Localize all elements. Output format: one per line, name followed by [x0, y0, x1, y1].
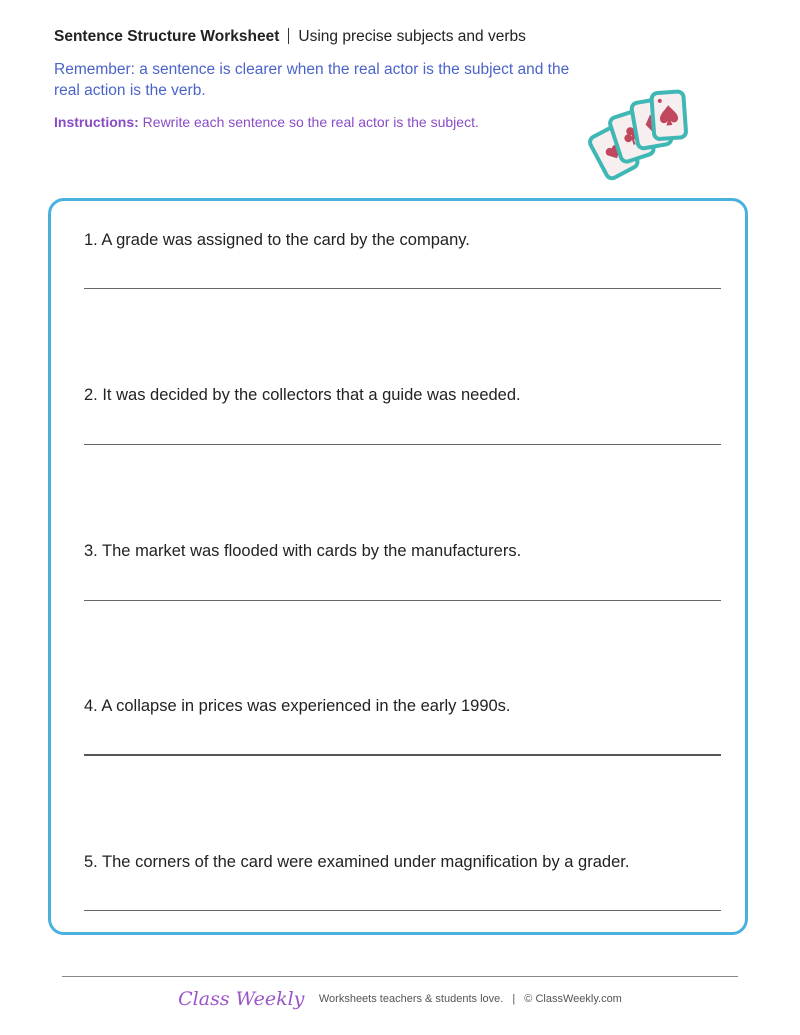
footer-separator: |: [512, 993, 516, 1005]
brand-logo: Class Weekly: [178, 988, 305, 1010]
instructions-text: Rewrite each sentence so the real actor is the subject.: [142, 114, 479, 130]
question-5: 5. The corners of the card were examined under magnification by a grader.: [84, 853, 630, 871]
worksheet-title: Sentence Structure Worksheet: [54, 28, 280, 45]
exercise-box: [48, 198, 748, 935]
answer-line-5[interactable]: [84, 910, 721, 911]
playing-cards-icon: [585, 88, 695, 184]
instructions-label: Instructions:: [54, 114, 139, 130]
footer: [0, 988, 800, 1010]
question-3: 3. The market was flooded with cards by the manufacturers.: [84, 542, 522, 560]
question-4: 4. A collapse in prices was experienced in the early 1990s.: [84, 697, 511, 715]
footer-tagline-group: [319, 993, 622, 1005]
footer-divider: [62, 976, 738, 977]
answer-line-3[interactable]: [84, 600, 721, 601]
title-separator: [288, 28, 289, 44]
answer-line-2[interactable]: [84, 444, 721, 445]
question-2: 2. It was decided by the collectors that a guide was needed.: [84, 386, 521, 404]
footer-tagline: Worksheets teachers & students love.: [318, 993, 504, 1005]
remember-note: Remember: a sentence is clearer when the real actor is the subject and the real action is the verb.: [54, 61, 570, 99]
instructions: [54, 113, 614, 131]
title-line: [54, 27, 614, 47]
footer-copyright: © ClassWeekly.com: [524, 993, 622, 1005]
worksheet-header: [54, 27, 614, 131]
question-1: 1. A grade was assigned to the card by the company.: [84, 231, 470, 249]
worksheet-subtitle: Using precise subjects and verbs: [298, 28, 526, 45]
answer-line-4[interactable]: [84, 754, 721, 756]
answer-line-1[interactable]: [84, 288, 721, 289]
